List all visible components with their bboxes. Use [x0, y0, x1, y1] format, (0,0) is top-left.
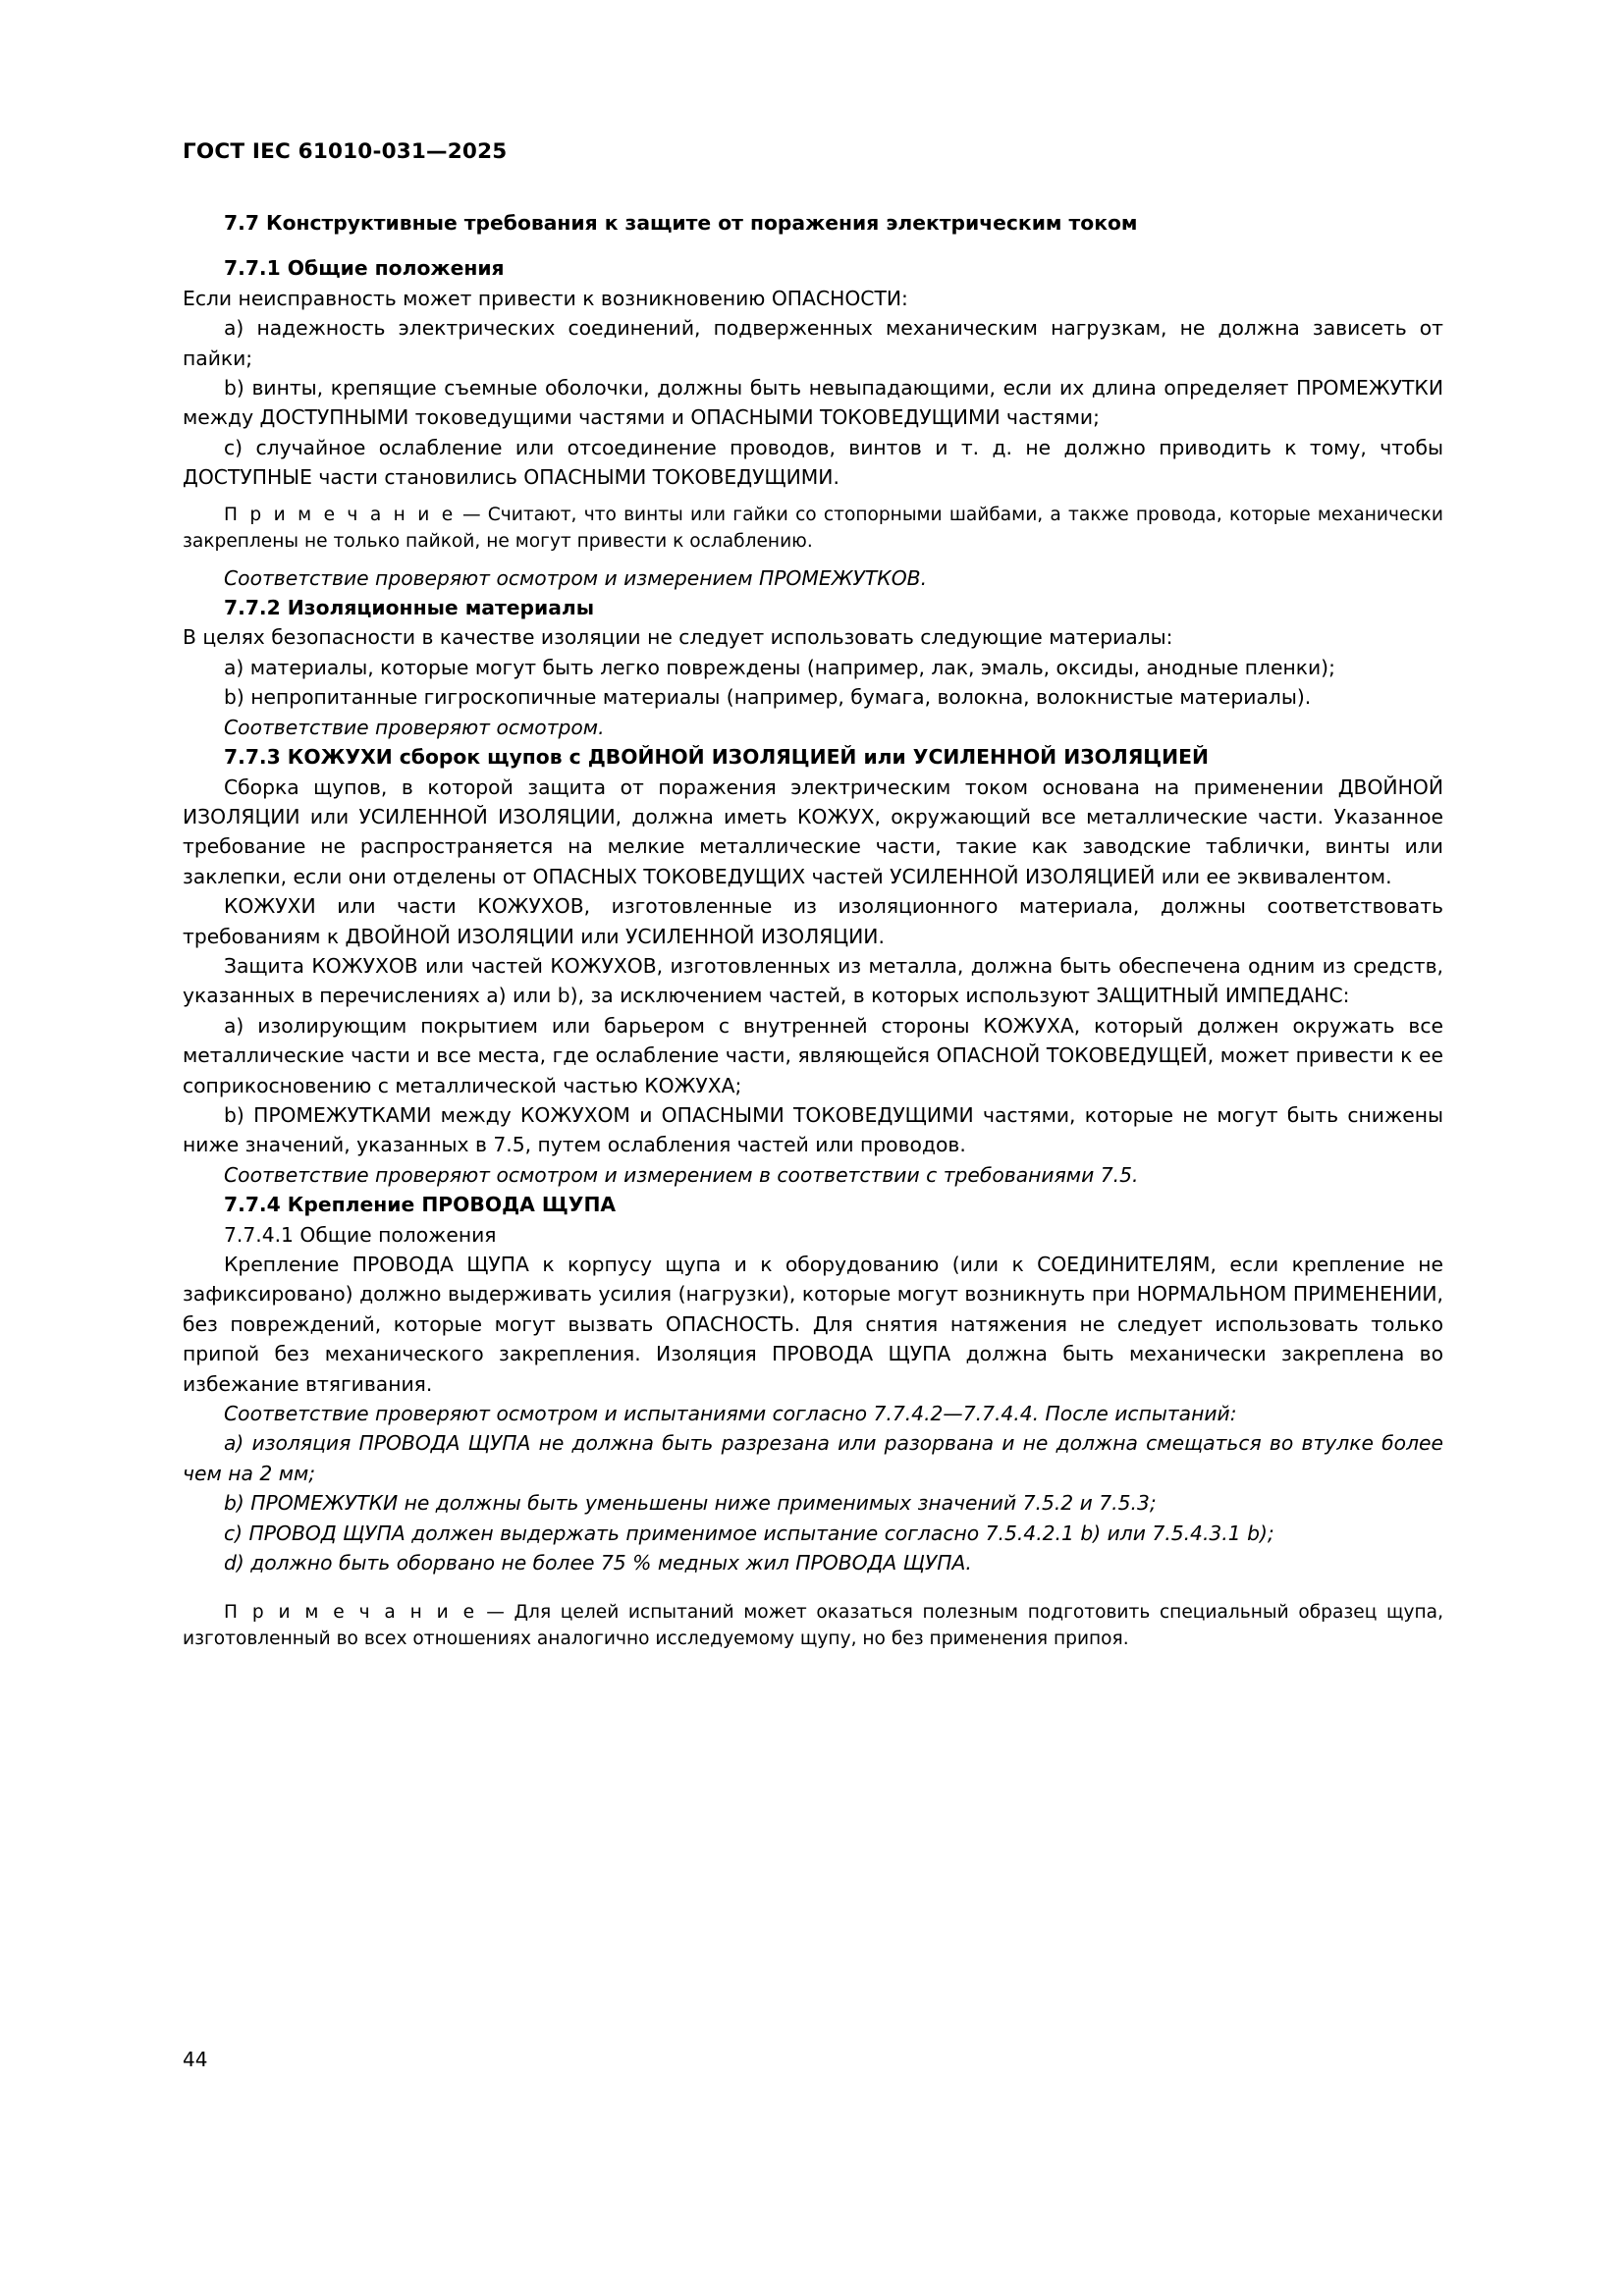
paragraph-7-7-4-1: Крепление ПРОВОДА ЩУПА к корпусу щупа и к оборудованию (или к СОЕДИНИТЕЛЯМ, если крепление не зафиксировано) должно выдерживать усилия (нагрузки), которые могут возникнуть при НОРМАЛЬНОМ ПРИМЕНЕНИИ, без повреждений, которые могут вызвать ОПАСНОСТЬ. Для снятия натяжения не следует использовать только припой без механического закрепления. Изоляция ПРОВОДА ЩУПА должна быть механически закреплена во избежание втягивания.	[183, 1253, 1443, 1396]
paragraph-7-7-3-2: КОЖУХИ или части КОЖУХОВ, изготовленные из изоляционного материала, должны соответствовать требованиям к ДВОЙНОЙ ИЗОЛЯЦИИ или УСИЛЕННОЙ ИЗОЛЯЦИИ.	[183, 894, 1443, 948]
conformity-7-7-3: Соответствие проверяют осмотром и измерением в соответствии с требованиями 7.5.	[224, 1162, 1139, 1187]
note-text: — Для целей испытаний может оказаться полезным подготовить специальный образец щупа, изготовленный во всех отношениях аналогично исследуемому щупу, но без применения припоя.	[183, 1602, 1443, 1650]
note-text: — Считают, что винты или гайки со стопорными шайбами, а также провода, которые механически закреплены не только пайкой, не могут привести к ослаблению.	[183, 504, 1443, 552]
note-7-7-4-1	[183, 1599, 1443, 1652]
section-title-7-7-4-1: 7.7.4.1 Общие положения	[224, 1222, 497, 1247]
list-item-7-7-1-c: c) случайное ослабление или отсоединение проводов, винтов и т. д. не должно приводить к тому, чтобы ДОСТУПНЫЕ части становились ОПАСНЫМИ ТОКОВЕДУЩИМИ.	[183, 435, 1443, 490]
list-item-7-7-3-a: a) изолирующим покрытием или барьером с внутренней стороны КОЖУХА, который должен окружать все металлические части и все места, где ослабление части, являющейся ОПАСНОЙ ТОКОВЕДУЩЕЙ, может привести к ее соприкосновению с металлической частью КОЖУХА;	[183, 1013, 1443, 1097]
paragraph-7-7-3-3: Защита КОЖУХОВ или частей КОЖУХОВ, изготовленных из металла, должна быть обеспечена одним из средств, указанных в перечислениях a) или b), за исключением частей, в которых используют ЗАЩИТНЫЙ ИМПЕДАНС:	[183, 953, 1443, 1008]
list-item-7-7-4-1-b: b) ПРОМЕЖУТКИ не должны быть уменьшены ниже применимых значений 7.5.2 и 7.5.3;	[224, 1491, 1157, 1516]
section-title-7-7-3: 7.7.3 КОЖУХИ сборок щупов с ДВОЙНОЙ ИЗОЛЯЦИЕЙ или УСИЛЕННОЙ ИЗОЛЯЦИЕЙ	[224, 745, 1209, 770]
list-item-7-7-2-b: b) непропитанные гигроскопичные материалы (например, бумага, волокна, волокнистые материалы).	[224, 685, 1312, 710]
list-item-7-7-1-a: a) надежность электрических соединений, подверженных механическим нагрузкам, не должна зависеть от пайки;	[183, 316, 1443, 370]
list-item-7-7-4-1-a: a) изоляция ПРОВОДА ЩУПА не должна быть разрезана или разорвана и не должна смещаться во втулке более чем на 2 мм;	[183, 1431, 1443, 1485]
page-content	[183, 208, 1443, 1652]
note-label: П р и м е ч а н и е	[224, 1602, 477, 1624]
conformity-7-7-1: Соответствие проверяют осмотром и измерением ПРОМЕЖУТКОВ.	[224, 565, 928, 590]
list-item-7-7-4-1-c: c) ПРОВОД ЩУПА должен выдержать применимое испытание согласно 7.5.4.2.1 b) или 7.5.4.3.1 b);	[224, 1521, 1274, 1545]
paragraph-7-7-2-intro: В целях безопасности в качестве изоляции не следует использовать следующие материалы:	[183, 625, 1173, 650]
note-7-7-1	[183, 502, 1443, 555]
list-item-7-7-1-b: b) винты, крепящие съемные оболочки, должны быть невыпадающими, если их длина определяет ПРОМЕЖУТКИ между ДОСТУПНЫМИ токоведущими частями и ОПАСНЫМИ ТОКОВЕДУЩИМИ частями;	[183, 376, 1443, 430]
paragraph-7-7-3-1: Сборка щупов, в которой защита от поражения электрическим током основана на применении ДВОЙНОЙ ИЗОЛЯЦИИ или УСИЛЕННОЙ ИЗОЛЯЦИИ, должна иметь КОЖУХ, окружающий все металлические части. Указанное требование не распространяется на мелкие металлические части, такие как заводские таблички, винты или заклепки, если они отделены от ОПАСНЫХ ТОКОВЕДУЩИХ частей УСИЛЕННОЙ ИЗОЛЯЦИЕЙ или ее эквивалентом.	[183, 774, 1443, 888]
section-title-7-7-2: 7.7.2 Изоляционные материалы	[224, 596, 595, 620]
section-title-7-7-1: 7.7.1 Общие положения	[224, 256, 505, 281]
list-item-7-7-4-1-d: d) должно быть оборвано не более 75 % медных жил ПРОВОДА ЩУПА.	[224, 1551, 972, 1575]
list-item-7-7-3-b: b) ПРОМЕЖУТКАМИ между КОЖУХОМ и ОПАСНЫМИ ТОКОВЕДУЩИМИ частями, которые не могут быть снижены ниже значений, указанных в 7.5, путем ослабления частей или проводов.	[183, 1102, 1443, 1157]
note-label: П р и м е ч а н и е	[224, 504, 456, 525]
section-title-7-7: 7.7 Конструктивные требования к защите от поражения электрическим током	[224, 211, 1138, 235]
section-title-7-7-4: 7.7.4 Крепление ПРОВОДА ЩУПА	[224, 1193, 617, 1217]
list-item-7-7-2-a: a) материалы, которые могут быть легко повреждены (например, лак, эмаль, оксиды, анодные пленки);	[224, 655, 1335, 679]
conformity-7-7-2: Соответствие проверяют осмотром.	[224, 715, 605, 739]
conformity-7-7-4-1: Соответствие проверяют осмотром и испытаниями согласно 7.7.4.2—7.7.4.4. После испытаний:	[224, 1402, 1237, 1426]
page-header: ГОСТ IEC 61010-031—2025	[183, 139, 508, 164]
paragraph-7-7-1-intro: Если неисправность может привести к возникновению ОПАСНОСТИ:	[183, 286, 908, 310]
page-number: 44	[183, 2048, 208, 2071]
